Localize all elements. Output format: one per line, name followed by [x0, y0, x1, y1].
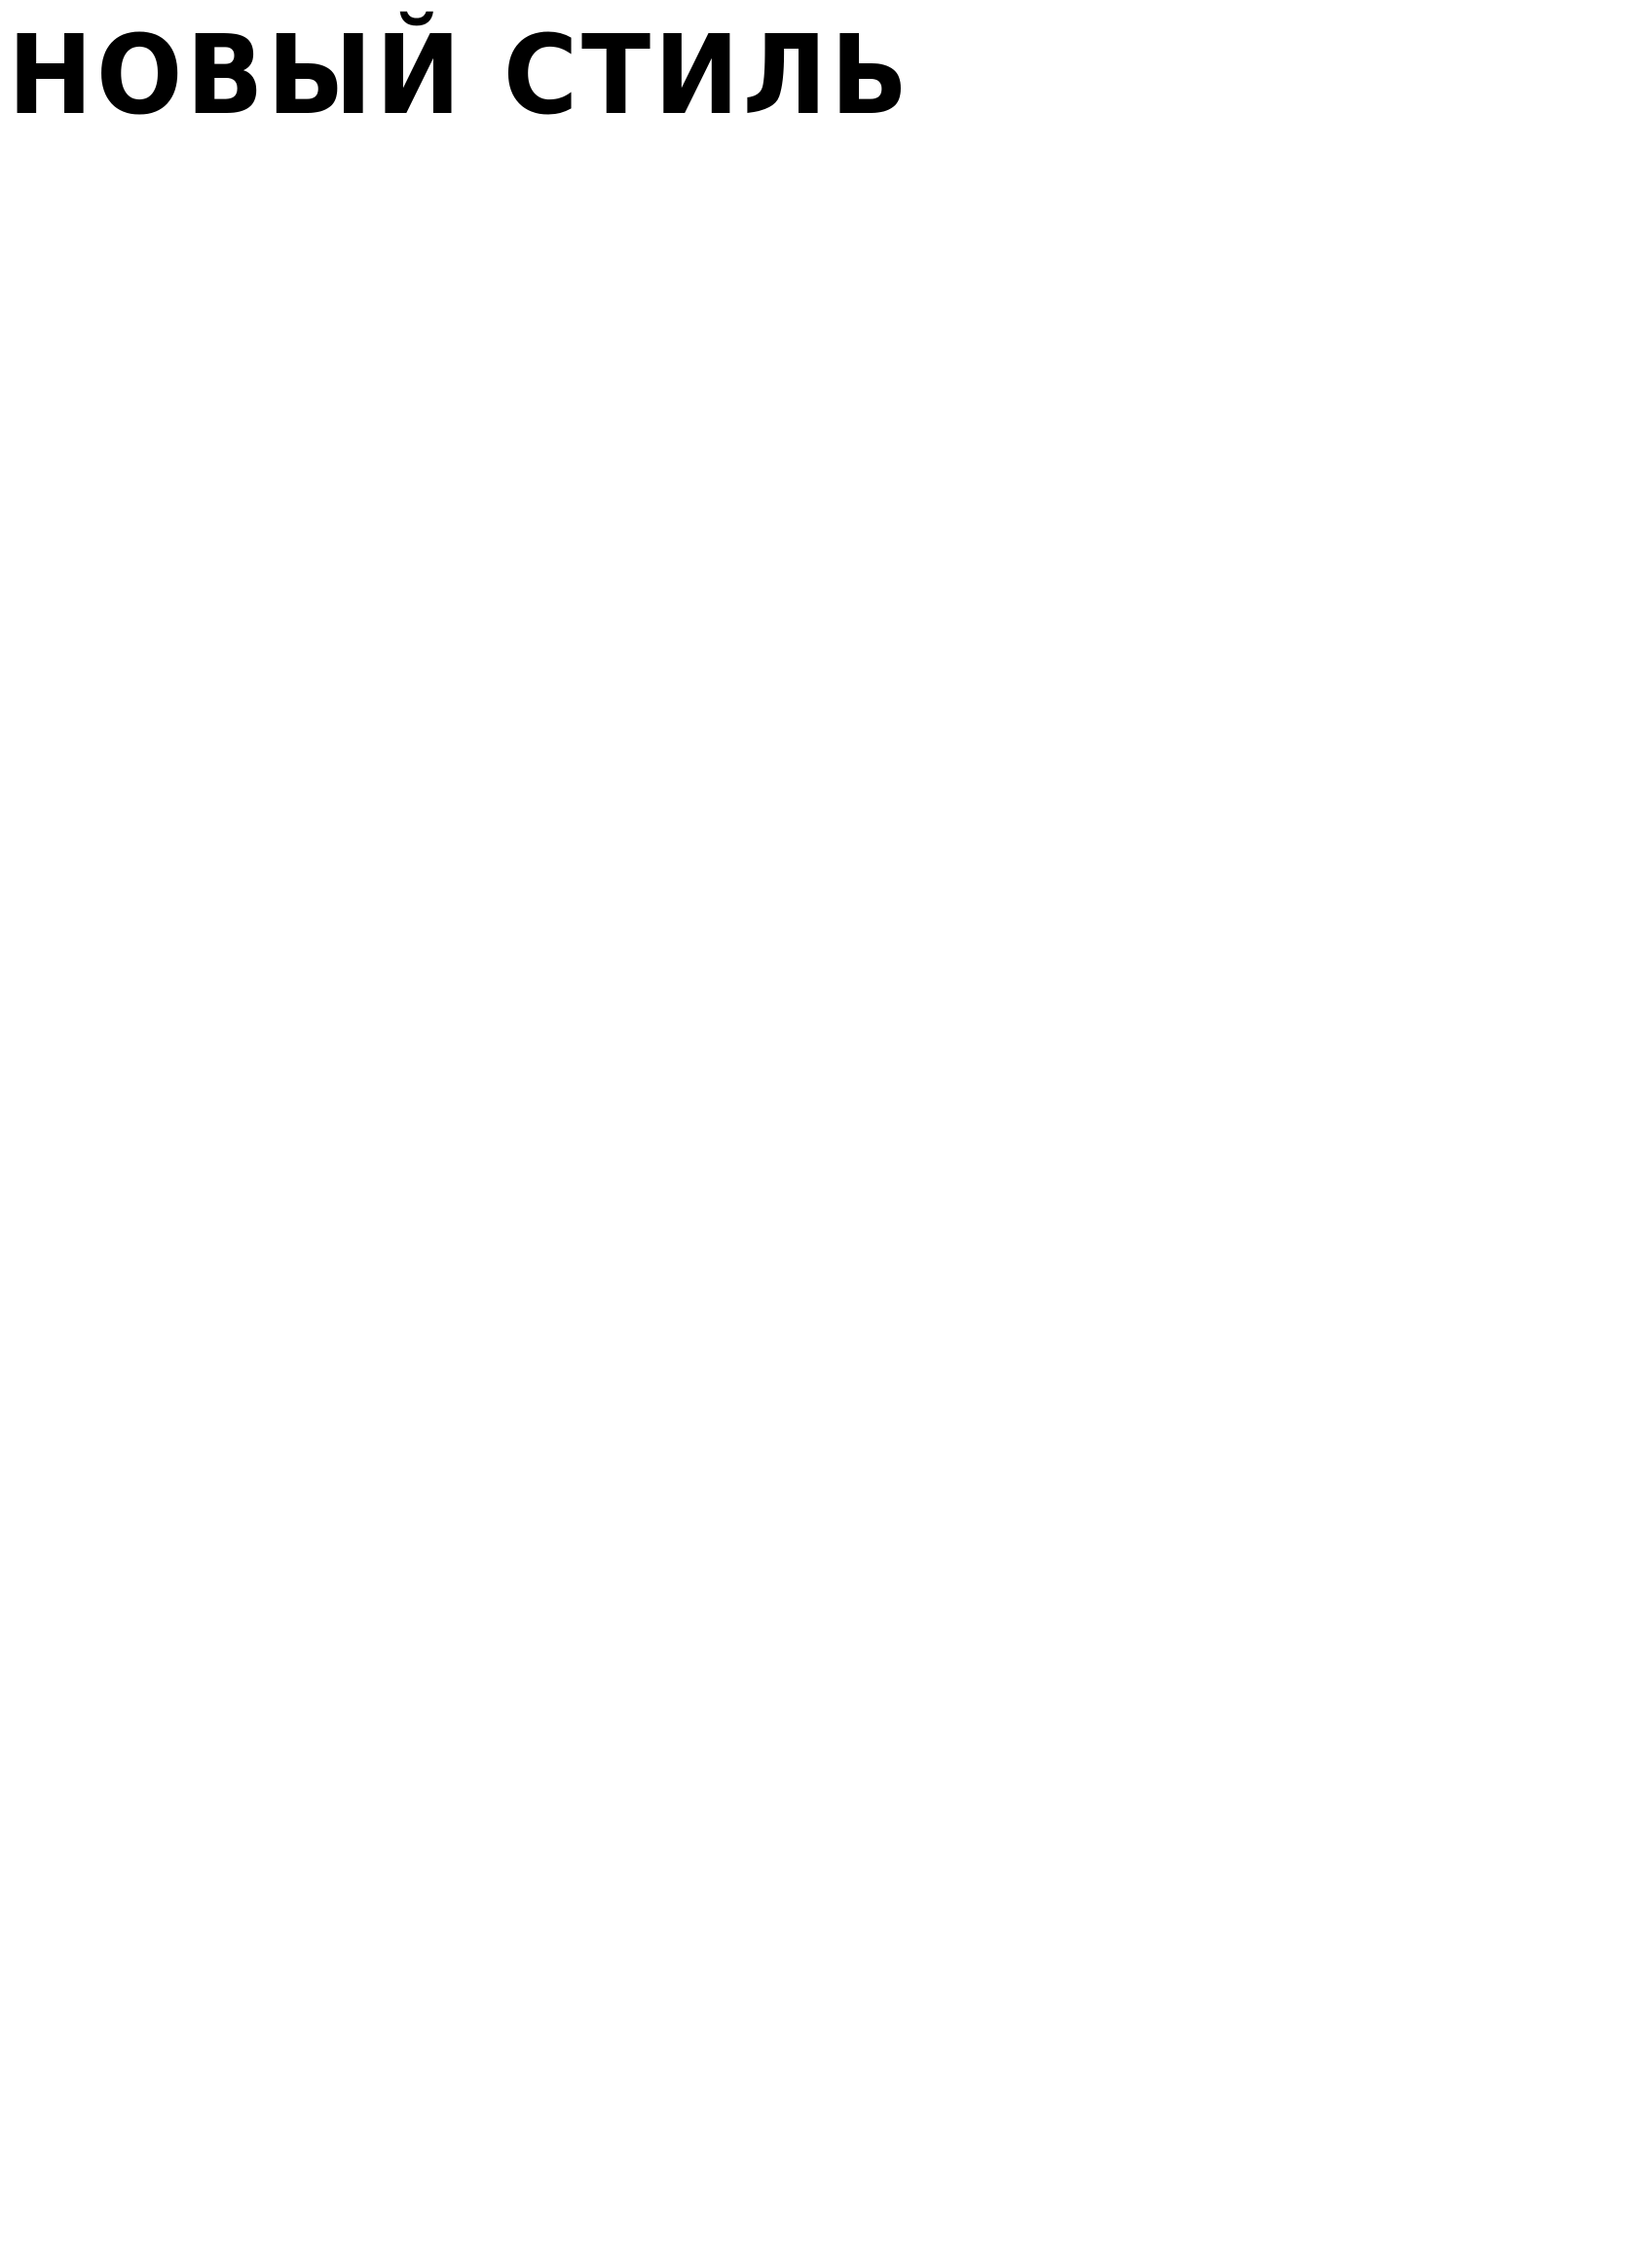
page-heading: НОВЫЙ СТИЛЬ — [8, 13, 911, 139]
